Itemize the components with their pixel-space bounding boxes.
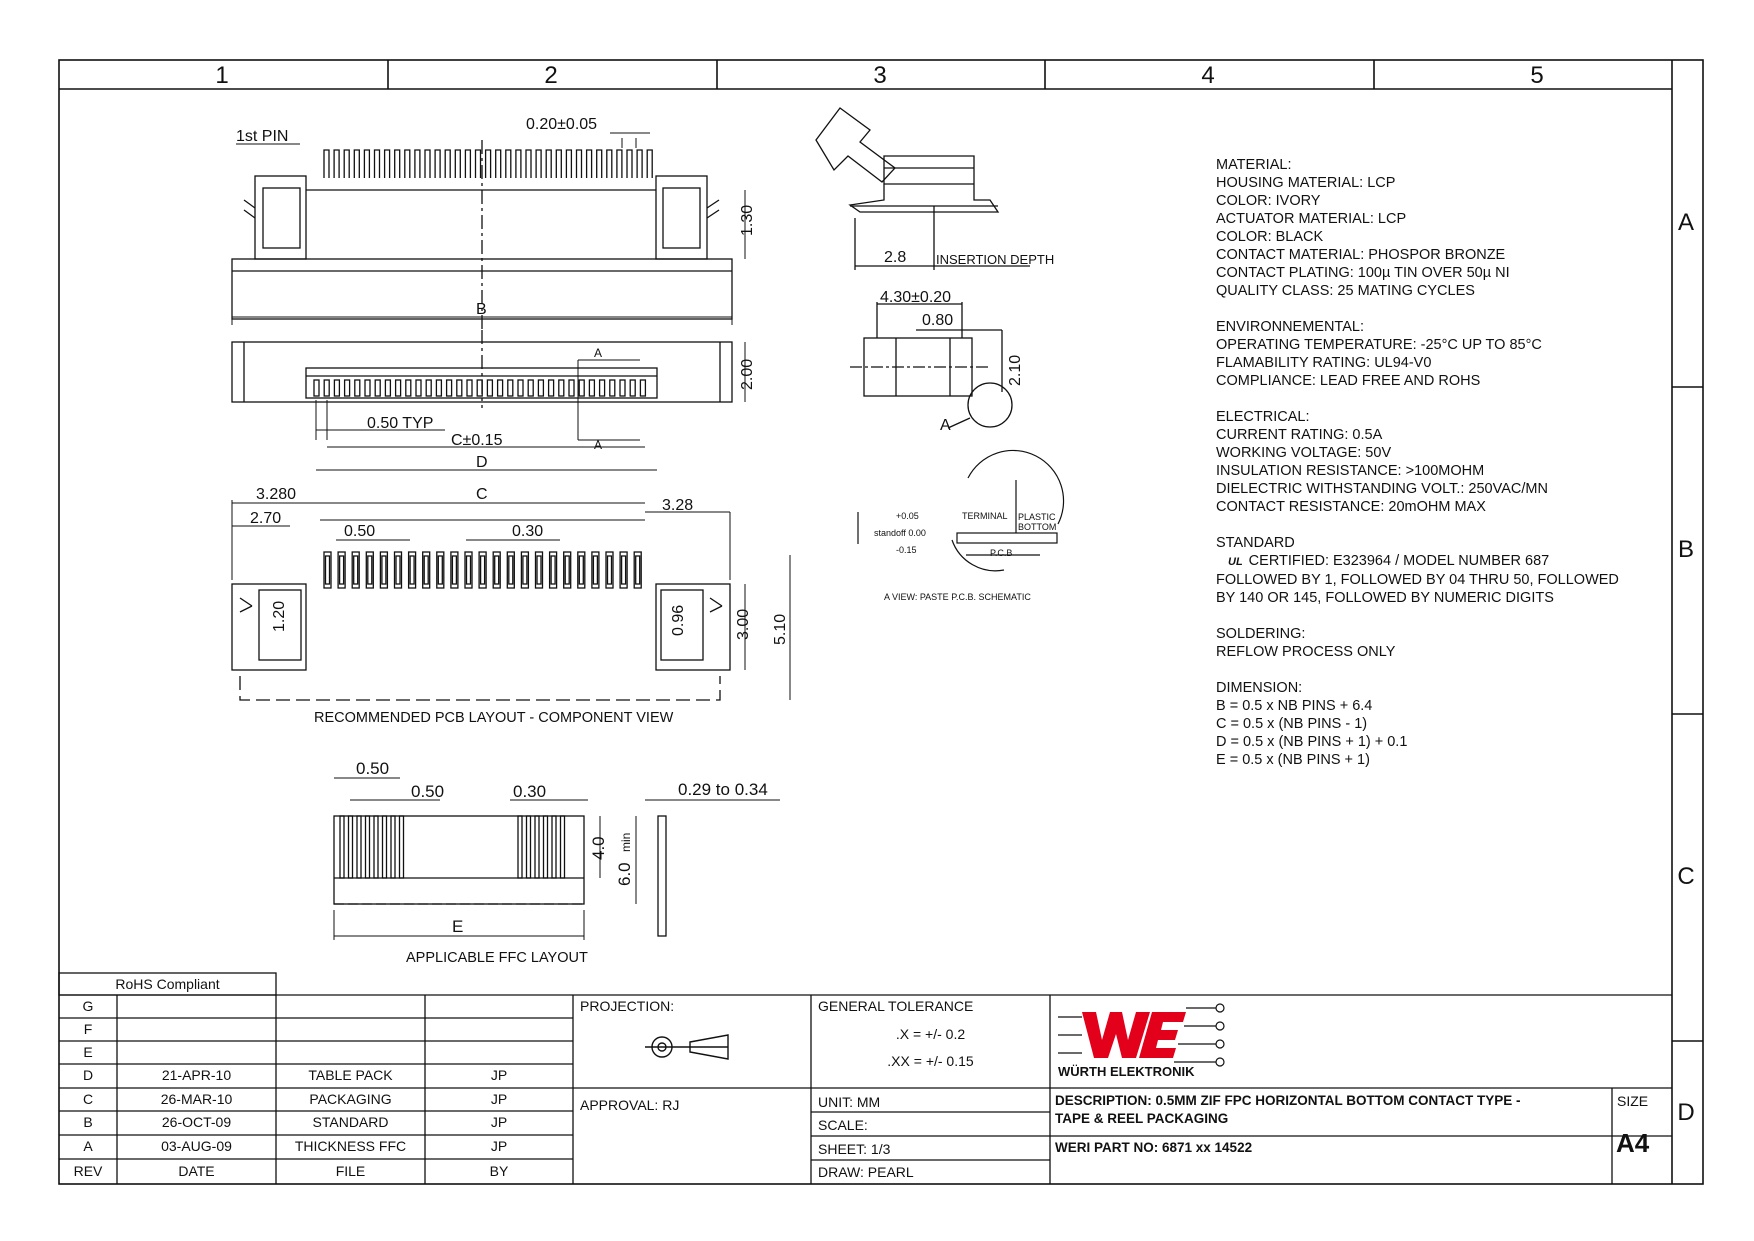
pcb-pad-inner (424, 556, 428, 584)
dim-5-10: 5.10 (772, 613, 789, 645)
connector-pin (496, 150, 501, 178)
contact-slot (630, 380, 635, 396)
note-line: CONTACT MATERIAL: PHOSPOR BRONZE (1216, 247, 1506, 263)
connector-pin (546, 150, 551, 178)
connector-pin (344, 150, 349, 178)
contact-slot (518, 380, 523, 396)
projection-symbol (645, 1035, 728, 1059)
contact-slot (538, 380, 543, 396)
note-line: COLOR: IVORY (1216, 193, 1321, 209)
tolerance-x: .X = +/- 0.2 (895, 1026, 966, 1042)
contact-slot (549, 380, 554, 396)
revision-rev-cell: C (82, 1091, 94, 1107)
pcb-pad-inner (551, 556, 555, 584)
contact-slot (345, 380, 350, 396)
contact-slot (610, 380, 615, 396)
mid-view-pins (314, 380, 645, 396)
dim-6-0: 6.0 (615, 862, 634, 886)
connector-pin (334, 150, 339, 178)
note-line: CONTACT RESISTANCE: 20mOHM MAX (1216, 499, 1486, 515)
connector-pin (375, 150, 380, 178)
note-line: DIMENSION: (1216, 680, 1303, 696)
pcb-pad-inner (608, 556, 612, 584)
first-pin-label: 1st PIN (236, 128, 289, 145)
dim-2-70: 2.70 (250, 510, 282, 527)
paste-plastic: PLASTIC (1018, 512, 1056, 522)
notes-section (1216, 408, 1676, 516)
revision-by-cell: JP (490, 1138, 508, 1154)
note-line: CONTACT PLATING: 100µ TIN OVER 50µ NI (1216, 265, 1510, 281)
revision-date-cell: 21-APR-10 (161, 1067, 232, 1083)
dim-E: E (452, 917, 464, 936)
connector-pin (597, 150, 602, 178)
pcb-layout (232, 552, 730, 700)
ffc-conductor (340, 816, 344, 878)
note-line: ACTUATOR MATERIAL: LCP (1216, 211, 1407, 227)
ffc-caption: APPLICABLE FFC LAYOUT (406, 950, 588, 966)
dim-A-top: A (594, 346, 603, 360)
note-line: E = 0.5 x (NB PINS + 1) (1216, 752, 1370, 768)
dim-4-30: 4.30±0.20 (880, 289, 952, 306)
top-view-dim-text (367, 346, 756, 471)
paste-terminal: TERMINAL (962, 511, 1008, 521)
revision-by-cell: JP (490, 1067, 508, 1083)
ffc-conductor (349, 816, 353, 878)
pitch-dim: 0.20±0.05 (526, 116, 598, 133)
dim-2-10: 2.10 (1007, 354, 1024, 386)
connector-pin (526, 150, 531, 178)
note-line: SOLDERING: (1216, 626, 1306, 642)
revision-rev-cell: G (82, 998, 94, 1014)
contact-slot (487, 380, 492, 396)
dim-0-30-pcb: 0.30 (512, 523, 544, 540)
note-line: C = 0.5 x (NB PINS - 1) (1216, 716, 1368, 732)
approval-label: APPROVAL: RJ (580, 1097, 680, 1113)
ffc-conductors (340, 816, 565, 878)
connector-pin (607, 150, 612, 178)
revision-date-cell: 26-OCT-09 (161, 1114, 232, 1130)
contact-slot (498, 380, 503, 396)
connector-pin (627, 150, 632, 178)
contact-slot (579, 380, 584, 396)
contact-slot (365, 380, 370, 396)
ffc-conductor (544, 816, 548, 878)
pcb-pad-inner (593, 556, 597, 584)
contact-slot (324, 380, 329, 396)
zone-col-2: 2 (544, 62, 558, 89)
zone-col-3: 3 (873, 62, 887, 89)
dim-3-28: 3.28 (662, 497, 694, 514)
connector-pin (506, 150, 511, 178)
brand-name: WÜRTH ELEKTRONIK (1058, 1064, 1195, 1079)
pcb-pad-inner (565, 556, 569, 584)
notes-section (1216, 679, 1676, 769)
revision-by-cell: JP (490, 1114, 508, 1130)
contact-slot (447, 380, 452, 396)
connector-pin (435, 150, 440, 178)
paste-text (874, 511, 1056, 602)
connector-pin (637, 150, 642, 178)
revision-date-cell: 03-AUG-09 (161, 1138, 232, 1154)
note-line (1216, 552, 1676, 571)
tolerance-xx: .XX = +/- 0.15 (887, 1053, 974, 1069)
revision-date-cell: 26-MAR-10 (160, 1091, 233, 1107)
connector-pin (455, 150, 460, 178)
front-view-dims (232, 133, 745, 325)
connector-pin (516, 150, 521, 178)
dim-B: B (476, 301, 487, 318)
revision-rev-cell: E (83, 1044, 93, 1060)
contact-slot (467, 380, 472, 396)
note-line: DIELECTRIC WITHSTANDING VOLT.: 250VAC/MN (1216, 481, 1548, 497)
notes-section (1216, 318, 1676, 390)
general-tolerance-label: GENERAL TOLERANCE (818, 998, 974, 1014)
dim-thickness: 0.29 to 0.34 (678, 780, 768, 799)
dim-2-00: 2.00 (739, 358, 756, 390)
rohs-label: RoHS Compliant (115, 976, 220, 992)
notes-section (1216, 156, 1676, 300)
ffc-conductor (527, 816, 531, 878)
contact-slot (406, 380, 411, 396)
pcb-pad-inner (523, 556, 527, 584)
dim-0-96: 0.96 (670, 604, 687, 636)
note-line: BY 140 OR 145, FOLLOWED BY NUMERIC DIGITS (1216, 590, 1554, 606)
connector-pin (476, 150, 481, 178)
contact-slot (385, 380, 390, 396)
revision-rev-cell: D (82, 1067, 94, 1083)
note-line: WORKING VOLTAGE: 50V (1216, 445, 1392, 461)
revision-by-cell: JP (490, 1091, 508, 1107)
ffc-dims (334, 778, 780, 940)
dim-C-pm: C±0.15 (451, 432, 503, 449)
connector-pin (385, 150, 390, 178)
description-line-1: DESCRIPTION: 0.5MM ZIF FPC HORIZONTAL BOTTOM CONTACT TYPE - (1055, 1093, 1521, 1108)
ffc-conductor (383, 816, 387, 878)
connector-pin (364, 150, 369, 178)
side-view (816, 108, 1030, 270)
pcb-pad-inner (438, 556, 442, 584)
note-line: INSULATION RESISTANCE: >100MOHM (1216, 463, 1485, 479)
dim-2-8: 2.8 (884, 249, 907, 266)
revision-file-cell: THICKNESS FFC (294, 1138, 407, 1154)
connector-pin (577, 150, 582, 178)
pcb-dim-text (250, 486, 789, 726)
note-line: CURRENT RATING: 0.5A (1216, 427, 1383, 443)
paste-schematic (858, 450, 1064, 570)
note-line: ELECTRICAL: (1216, 409, 1310, 425)
connector-pin (486, 150, 491, 178)
note-line: ENVIRONNEMENTAL: (1216, 319, 1364, 335)
zone-row-D: D (1677, 1099, 1695, 1126)
zone-col-5: 5 (1530, 62, 1544, 89)
ffc-conductor (357, 816, 361, 878)
pcb-pad-inner (467, 556, 471, 584)
contact-slot (355, 380, 360, 396)
revision-rev-cell: A (83, 1138, 93, 1154)
ffc-conductor (400, 816, 404, 878)
contact-slot (528, 380, 533, 396)
note-line: HOUSING MATERIAL: LCP (1216, 175, 1396, 191)
connector-pin (536, 150, 541, 178)
revision-file-cell: STANDARD (312, 1114, 389, 1130)
connector-pin (354, 150, 359, 178)
note-line: REFLOW PROCESS ONLY (1216, 644, 1396, 660)
contact-slot (416, 380, 421, 396)
insertion-depth-label: INSERTION DEPTH (936, 252, 1055, 267)
revision-file-cell: TABLE PACK (308, 1067, 393, 1083)
notes-section (1216, 625, 1676, 661)
dim-0-50-pcb: 0.50 (344, 523, 376, 540)
ffc-conductor (374, 816, 378, 878)
pcb-pad-inner (636, 556, 640, 584)
contact-slot (375, 380, 380, 396)
dim-A-bot: A (594, 438, 603, 452)
zone-col-4: 4 (1201, 62, 1215, 89)
pcb-pad-inner (509, 556, 513, 584)
dim-4-0: 4.0 (589, 836, 608, 860)
pcb-pad-inner (396, 556, 400, 584)
dim-0-50-ffc-a: 0.50 (356, 759, 390, 778)
dim-3-00: 3.00 (735, 608, 752, 640)
contact-slot (559, 380, 564, 396)
pcb-pad-inner (481, 556, 485, 584)
connector-pin (415, 150, 420, 178)
contact-slot (620, 380, 625, 396)
pcb-pad-inner (368, 556, 372, 584)
note-line: QUALITY CLASS: 25 MATING CYCLES (1216, 283, 1475, 299)
dim-3-280: 3.280 (256, 486, 297, 503)
top-view-dims (316, 342, 745, 470)
note-line: FLAMABILITY RATING: UL94-V0 (1216, 355, 1432, 371)
paste-pcb: P.C.B (990, 548, 1013, 558)
dim-1-30: 1.30 (739, 204, 756, 236)
pcb-pads (324, 552, 641, 588)
connector-pin (587, 150, 592, 178)
description-line-2: TAPE & REEL PACKAGING (1055, 1111, 1229, 1126)
notes-block (1216, 156, 1676, 787)
unit-label: UNIT: MM (818, 1094, 881, 1110)
pcb-pad-inner (537, 556, 541, 584)
connector-pin (617, 150, 622, 178)
revision-header-date: DATE (178, 1163, 215, 1179)
note-line: D = 0.5 x (NB PINS + 1) + 0.1 (1216, 734, 1408, 750)
zone-row-A: A (1677, 209, 1695, 236)
revision-header-by: BY (489, 1163, 509, 1179)
paste-caption: A VIEW: PASTE P.C.B. SCHEMATIC (884, 592, 1031, 602)
note-line: COLOR: BLACK (1216, 229, 1324, 245)
size-value: A4 (1616, 1128, 1650, 1158)
note-line: FOLLOWED BY 1, FOLLOWED BY 04 THRU 50, FOLLOWED (1216, 572, 1619, 588)
dim-0-30-ffc: 0.30 (513, 782, 547, 801)
note-line: MATERIAL: (1216, 157, 1292, 173)
ffc-conductor (391, 816, 395, 878)
ffc-dim-text (356, 759, 768, 966)
revision-file-cell: PACKAGING (309, 1091, 392, 1107)
contact-slot (426, 380, 431, 396)
view-A-label: A (940, 417, 951, 434)
revision-header-rev: REV (73, 1163, 103, 1179)
pcb-pad-inner (495, 556, 499, 584)
connector-top-view (232, 330, 732, 408)
ffc-conductor (518, 816, 522, 878)
connector-pin (647, 150, 652, 178)
note-line: COMPLIANCE: LEAD FREE AND ROHS (1216, 373, 1481, 389)
dim-min: min (619, 832, 633, 852)
zone-row-C: C (1677, 863, 1695, 890)
pcb-pad-inner (340, 556, 344, 584)
contact-slot (640, 380, 645, 396)
note-line: B = 0.5 x NB PINS + 6.4 (1216, 698, 1373, 714)
zone-row-B: B (1677, 536, 1695, 563)
pcb-pad-inner (382, 556, 386, 584)
revision-rev-cell: F (83, 1021, 93, 1037)
dim-0-80: 0.80 (922, 312, 954, 329)
contact-slot (314, 380, 319, 396)
scale-label: SCALE: (818, 1117, 868, 1133)
ffc-conductor (552, 816, 556, 878)
connector-pin (556, 150, 561, 178)
revision-header-file: FILE (335, 1163, 366, 1179)
paste-standoff: standoff 0.00 (874, 528, 926, 538)
connector-pin (395, 150, 400, 178)
contact-slot (396, 380, 401, 396)
connector-pin (445, 150, 450, 178)
sheet-label: SHEET: 1/3 (818, 1141, 891, 1157)
connector-pin (405, 150, 410, 178)
ffc-conductor (535, 816, 539, 878)
connector-pin (425, 150, 430, 178)
pcb-caption: RECOMMENDED PCB LAYOUT - COMPONENT VIEW (314, 710, 674, 726)
connector-pin (465, 150, 470, 178)
note-line: OPERATING TEMPERATURE: -25°C UP TO 85°C (1216, 337, 1542, 353)
pcb-pad-inner (622, 556, 626, 584)
connector-pin (324, 150, 329, 178)
contact-slot (508, 380, 513, 396)
we-logo-mark (1082, 1012, 1150, 1058)
dim-1-20: 1.20 (271, 600, 288, 632)
contact-slot (600, 380, 605, 396)
contact-slot (589, 380, 594, 396)
ul-mark-icon: UL (1228, 556, 1243, 568)
draw-label: DRAW: PEARL (818, 1164, 914, 1180)
pcb-pad-inner (452, 556, 456, 584)
connector-pin (566, 150, 571, 178)
size-label: SIZE (1617, 1093, 1649, 1109)
projection-label: PROJECTION: (580, 998, 675, 1014)
notes-section (1216, 534, 1676, 607)
front-view-dim-text (236, 116, 756, 318)
contact-slot (436, 380, 441, 396)
contact-slot (334, 380, 339, 396)
ffc-conductor (366, 816, 370, 878)
dim-D: D (476, 454, 488, 471)
dim-0-50-ffc-b: 0.50 (411, 782, 445, 801)
dim-0-50-typ: 0.50 TYP (367, 415, 434, 432)
pcb-pad-inner (410, 556, 414, 584)
note-line: STANDARD (1216, 535, 1295, 551)
side-view-dims-text (884, 249, 1054, 267)
part-number: WERI PART NO: 6871 xx 14522 (1055, 1140, 1253, 1155)
contact-slot (457, 380, 462, 396)
note-text: CERTIFIED: E323964 / MODEL NUMBER 687 (1248, 553, 1550, 569)
we-logo (1058, 1004, 1224, 1066)
pcb-pad-inner (326, 556, 330, 584)
ffc-conductor (561, 816, 565, 878)
zone-col-1: 1 (215, 62, 229, 89)
paste-bottom: BOTTOM (1018, 522, 1057, 532)
dim-C-top: C (476, 486, 488, 503)
contact-slot (569, 380, 574, 396)
paste-plus: +0.05 (896, 511, 919, 521)
paste-minus: -0.15 (896, 545, 917, 555)
pcb-pad-inner (354, 556, 358, 584)
top-view-pins (324, 150, 652, 178)
pcb-pad-inner (579, 556, 583, 584)
revision-rev-cell: B (83, 1114, 93, 1130)
